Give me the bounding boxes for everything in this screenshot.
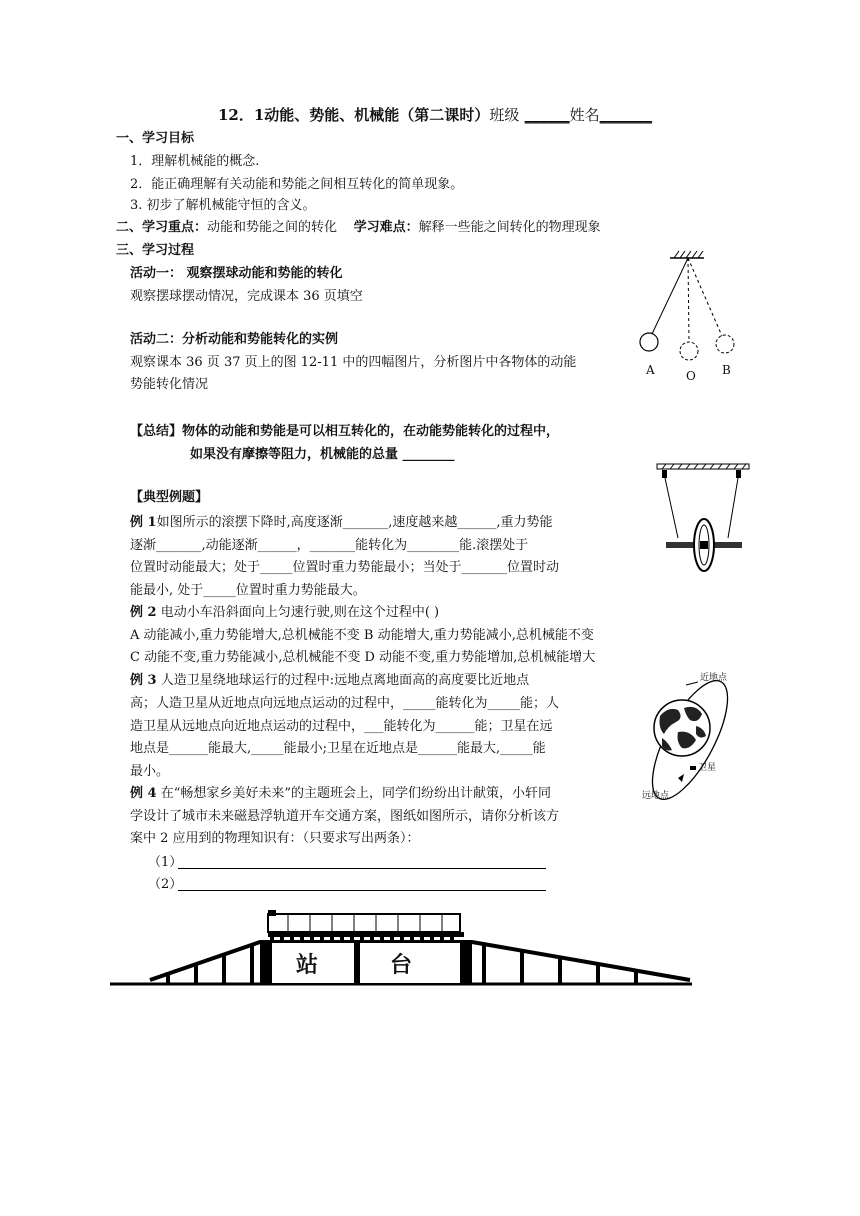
- name-label: 姓名: [569, 106, 600, 124]
- page-title: [218, 106, 652, 124]
- example-3-label: 例 3: [130, 673, 157, 688]
- name-blank: _______: [599, 106, 653, 124]
- satellite-orbit-figure: [638, 670, 748, 810]
- satellite-label: 卫星: [698, 763, 717, 773]
- example-4-label: 例 4: [130, 786, 157, 801]
- activity-2-text: 势能转化情况: [130, 377, 209, 392]
- pendulum-figure: [632, 248, 752, 383]
- objective-item: 2．能正确理解有关动能和势能之间相互转化的简单现象。: [130, 177, 464, 192]
- examples-heading: 【典型例题】: [130, 490, 209, 505]
- example-1-line: 能最小, 处于_____位置时重力势能最大。: [130, 583, 366, 598]
- activity-2-text: 观察课本 36 页 37 页上的图 12-11 中的四幅图片，分析图片中各物体的动能: [130, 355, 577, 370]
- key-points-line: [116, 219, 601, 237]
- key-label: 二、学习重点：: [116, 220, 208, 235]
- objective-item: 1．理解机械能的概念.: [130, 154, 260, 169]
- class-label: 班级: [489, 106, 520, 124]
- activity-1-text: 观察摆球摆动情况，完成课本 36 页填空: [130, 289, 363, 304]
- example-3-line: 高；人造卫星从近地点向远地点运动的过程中，_____能转化为_____能；人: [130, 696, 560, 711]
- example-1-text: 如图所示的滚摆下降时,高度逐渐_______,速度越来越______,重力势能: [156, 515, 553, 530]
- station-char-1: 站: [296, 952, 319, 978]
- example-4-line: 案中 2 应用到的物理知识有：（只要求写出两条）：: [130, 831, 420, 846]
- example-1-line: [130, 514, 552, 532]
- answer-2-line: [178, 890, 546, 891]
- example-3-line: 造卫星从远地点向近地点运动的过程中，___能转化为______能；卫星在远: [130, 719, 553, 734]
- example-2-option: C 动能不变,重力势能减小,总机械能不变 D 动能不变,重力势能增加,总机械能增大: [130, 650, 596, 665]
- station-char-2: 台: [390, 952, 413, 978]
- example-3-line: 地点是______能最大,_____能最小;卫星在近地点是______能最大,_____能: [130, 741, 546, 756]
- section-heading-objectives: 一、学习目标: [116, 131, 195, 146]
- example-2-option: A 动能减小,重力势能增大,总机械能不变 B 动能增大,重力势能减小,总机械能不变: [130, 628, 594, 643]
- activity-1-title: 活动一： 观察摆球动能和势能的转化: [130, 266, 343, 281]
- example-2-text: 电动小车沿斜面向上匀速行驶,则在这个过程中( ): [156, 605, 440, 620]
- rolling-pendulum-figure: [654, 458, 754, 578]
- activity-2-title: 活动二：分析动能和势能转化的实例: [130, 332, 339, 347]
- example-4-text: 在“畅想家乡美好未来”的主题班会上，同学们纷纷出计献策，小轩同: [160, 786, 552, 801]
- example-3-line: 最小。: [130, 764, 170, 779]
- answer-1-label: （1）: [148, 855, 183, 870]
- difficulty-text: 解释一些能之间转化的物理现象: [418, 220, 601, 235]
- example-1-label: 例 1: [130, 515, 157, 530]
- example-3-line: [130, 672, 529, 690]
- difficulty-label: 学习难点：: [353, 220, 419, 235]
- objective-item: 3. 初步了解机械能守恒的含义。: [130, 198, 316, 213]
- title-main: 12．1动能、势能、机械能（第二课时）: [218, 106, 490, 124]
- section-heading-process: 三、学习过程: [116, 243, 195, 258]
- example-3-text: 人造卫星绕地球运行的过程中:远地点离地面高的高度要比近地点: [160, 673, 530, 688]
- pendulum-label-o: O: [686, 369, 696, 383]
- pendulum-label-a: A: [646, 363, 655, 377]
- answer-1-line: [178, 868, 546, 869]
- maglev-station-figure: [110, 908, 692, 990]
- far-point-label: 远地点: [642, 791, 670, 801]
- summary-line-2: 如果没有摩擦等阻力，机械能的总量 ________: [190, 447, 455, 462]
- answer-2-label: （2）: [148, 877, 183, 892]
- example-2-line: [130, 604, 439, 622]
- near-point-label: 近地点: [700, 673, 728, 683]
- example-4-line: [130, 785, 551, 803]
- example-2-label: 例 2: [130, 605, 157, 620]
- example-1-line: 位置时动能最大；处于_____位置时重力势能最小；当处于_______位置时动: [130, 560, 560, 575]
- class-blank: ______: [524, 106, 570, 124]
- pendulum-label-b: B: [722, 363, 731, 377]
- example-1-line: 逐渐_______,动能逐渐______，_______能转化为________能.滚摆处于: [130, 538, 529, 553]
- key-text: 动能和势能之间的转化: [207, 220, 338, 235]
- example-4-line: 学设计了城市未来磁悬浮轨道开车交通方案，图纸如图所示，请你分析该方: [130, 809, 560, 824]
- summary-line-1: 【总结】物体的动能和势能是可以相互转化的，在动能势能转化的过程中，: [130, 424, 560, 439]
